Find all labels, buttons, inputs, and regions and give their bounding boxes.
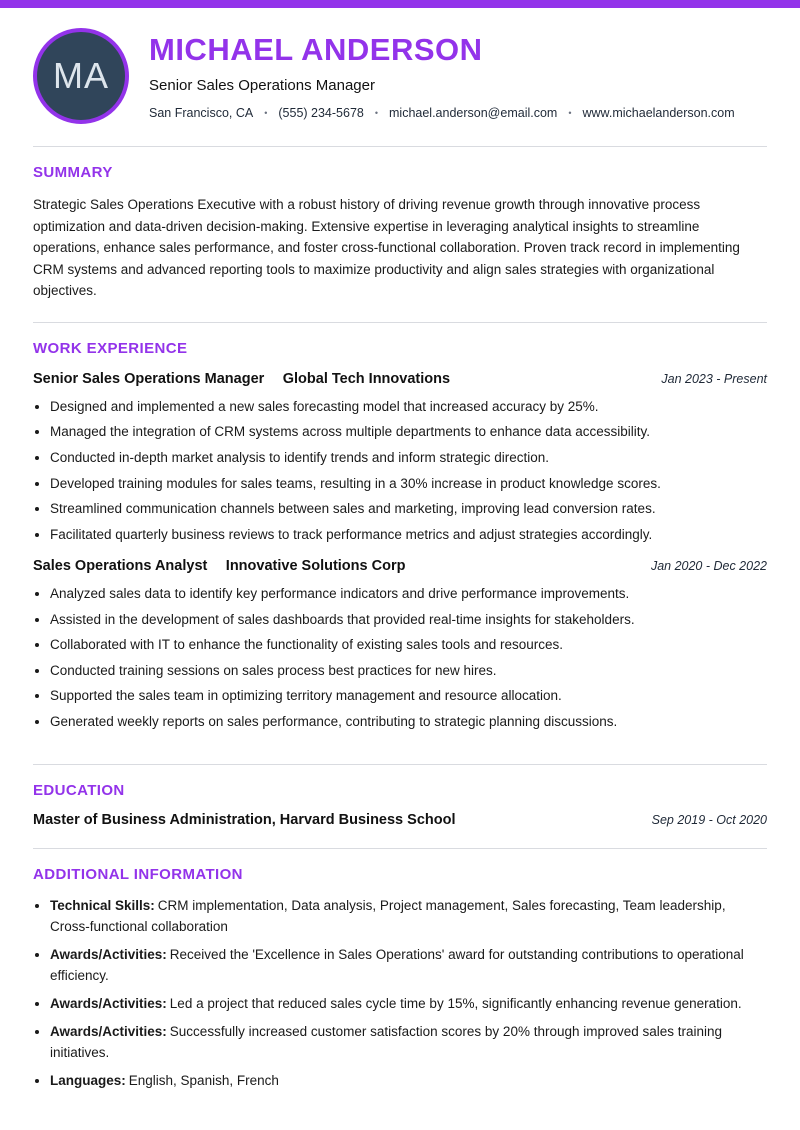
summary-text: Strategic Sales Operations Executive with a robust history of driving revenue growth through innovative process optimization and data-driven decision-making. Extensive expertise in leveraging analytical insights to streamline operations, enhance sales performance, and foster cross-functional collaboration. Proven track record in implementing CRM systems and advanced reporting tools to maximize productivity and align sales strategies with organizational objectives.: [33, 197, 740, 299]
header-text: [149, 28, 735, 120]
resume-header: [33, 28, 767, 124]
work-experience-heading: WORK EXPERIENCE: [33, 339, 188, 357]
bullet-item: • Conducted in-depth market analysis to identify trends and inform strategic direction.: [50, 448, 767, 469]
education-heading: EDUCATION: [33, 782, 125, 800]
bullet-item: • Developed training modules for sales teams, resulting in a 30% increase in product knowledge scores.: [50, 474, 767, 495]
additional-info-label: Awards/Activities:: [50, 1023, 167, 1039]
bullet-item: • Analyzed sales data to identify key performance indicators and drive performance improvements.: [50, 584, 767, 605]
additional-info-item: [50, 994, 767, 1015]
bullet-item: • Conducted training sessions on sales process best practices for new hires.: [50, 661, 767, 682]
job-title: Senior Sales Operations Manager: [33, 370, 265, 387]
person-job-title: Senior Sales Operations Manager: [149, 77, 375, 94]
contact-location: San Francisco, CA: [149, 106, 254, 120]
additional-info-list: [33, 896, 767, 1091]
bullet-item: • Facilitated quarterly business reviews to track performance metrics and adjust strategies accordingly.: [50, 525, 767, 546]
additional-info-text: Received the 'Excellence in Sales Operations' award for outstanding contributions to operational efficiency.: [50, 947, 744, 983]
avatar: [33, 28, 129, 124]
job-company: Global Tech Innovations: [282, 370, 451, 387]
job-header: [33, 557, 767, 575]
education-degree: Master of Business Administration, Harvard Business School: [33, 812, 456, 829]
resume-content: [0, 28, 800, 1119]
bullet-item: • Managed the integration of CRM systems across multiple departments to enhance data accessibility.: [50, 422, 767, 443]
job-title-line: [33, 370, 450, 388]
additional-info-label: Awards/Activities:: [50, 995, 167, 1011]
top-accent-bar: [0, 0, 800, 8]
summary-section: [33, 147, 767, 322]
additional-info-item: [50, 896, 767, 938]
bullet-item: • Collaborated with IT to enhance the functionality of existing sales tools and resources.: [50, 635, 767, 656]
contact-line: [149, 106, 735, 120]
contact-website: www.michaelanderson.com: [582, 106, 735, 120]
additional-info-item: [50, 1071, 767, 1092]
person-name: MICHAEL ANDERSON: [149, 32, 483, 67]
avatar-initials: MA: [53, 55, 109, 96]
bullet-item: • Assisted in the development of sales dashboards that provided real-time insights for stakeholders.: [50, 610, 767, 631]
additional-info-item: [50, 945, 767, 987]
job-entry: [33, 557, 767, 732]
job-dates: Jan 2023 - Present: [661, 371, 767, 386]
bullet-item: • Designed and implemented a new sales forecasting model that increased accuracy by 25%.: [50, 397, 767, 418]
contact-separator-icon: •: [264, 108, 268, 118]
additional-info-text: English, Spanish, French: [128, 1072, 279, 1088]
additional-info-label: Technical Skills:: [50, 898, 155, 914]
additional-info-text: CRM implementation, Data analysis, Project management, Sales forecasting, Team leadership, Cross-functional collaboration: [50, 898, 726, 935]
contact-separator-icon: •: [374, 108, 379, 118]
bullet-item: • Streamlined communication channels between sales and marketing, improving lead conversion rates.: [50, 499, 767, 520]
job-bullet-list: [33, 397, 767, 545]
additional-info-text: Successfully increased customer satisfaction scores by 20% through improved sales training initiatives.: [50, 1023, 723, 1060]
additional-info-heading: ADDITIONAL INFORMATION: [33, 866, 243, 884]
job-company: Innovative Solutions Corp: [225, 558, 406, 575]
additional-info-text: Led a project that reduced sales cycle time by 15%, significantly enhancing revenue generation.: [169, 995, 742, 1011]
work-experience-section: [33, 323, 767, 764]
bullet-item: • Supported the sales team in optimizing territory management and resource allocation.: [50, 686, 767, 707]
education-section: [33, 765, 767, 848]
job-entry: [33, 370, 767, 545]
additional-info-label: Awards/Activities:: [50, 947, 167, 962]
bullet-item: • Generated weekly reports on sales performance, contributing to strategic planning discussions.: [50, 712, 767, 733]
job-dates: Jan 2020 - Dec 2022: [650, 559, 767, 574]
contact-phone: (555) 234-5678: [278, 106, 364, 120]
job-title-line: [33, 557, 405, 575]
contact-separator-icon: •: [568, 108, 572, 118]
job-bullet-list: [33, 584, 767, 732]
summary-heading: SUMMARY: [33, 164, 113, 181]
contact-email: michael.anderson@email.com: [389, 106, 558, 120]
education-entry: [33, 812, 767, 828]
job-title: Sales Operations Analyst: [33, 558, 208, 575]
additional-info-item: [50, 1022, 767, 1064]
job-header: [33, 370, 767, 388]
education-dates: Sep 2019 - Oct 2020: [651, 813, 767, 828]
additional-info-label: Languages:: [50, 1072, 126, 1088]
additional-info-section: [33, 849, 767, 1118]
